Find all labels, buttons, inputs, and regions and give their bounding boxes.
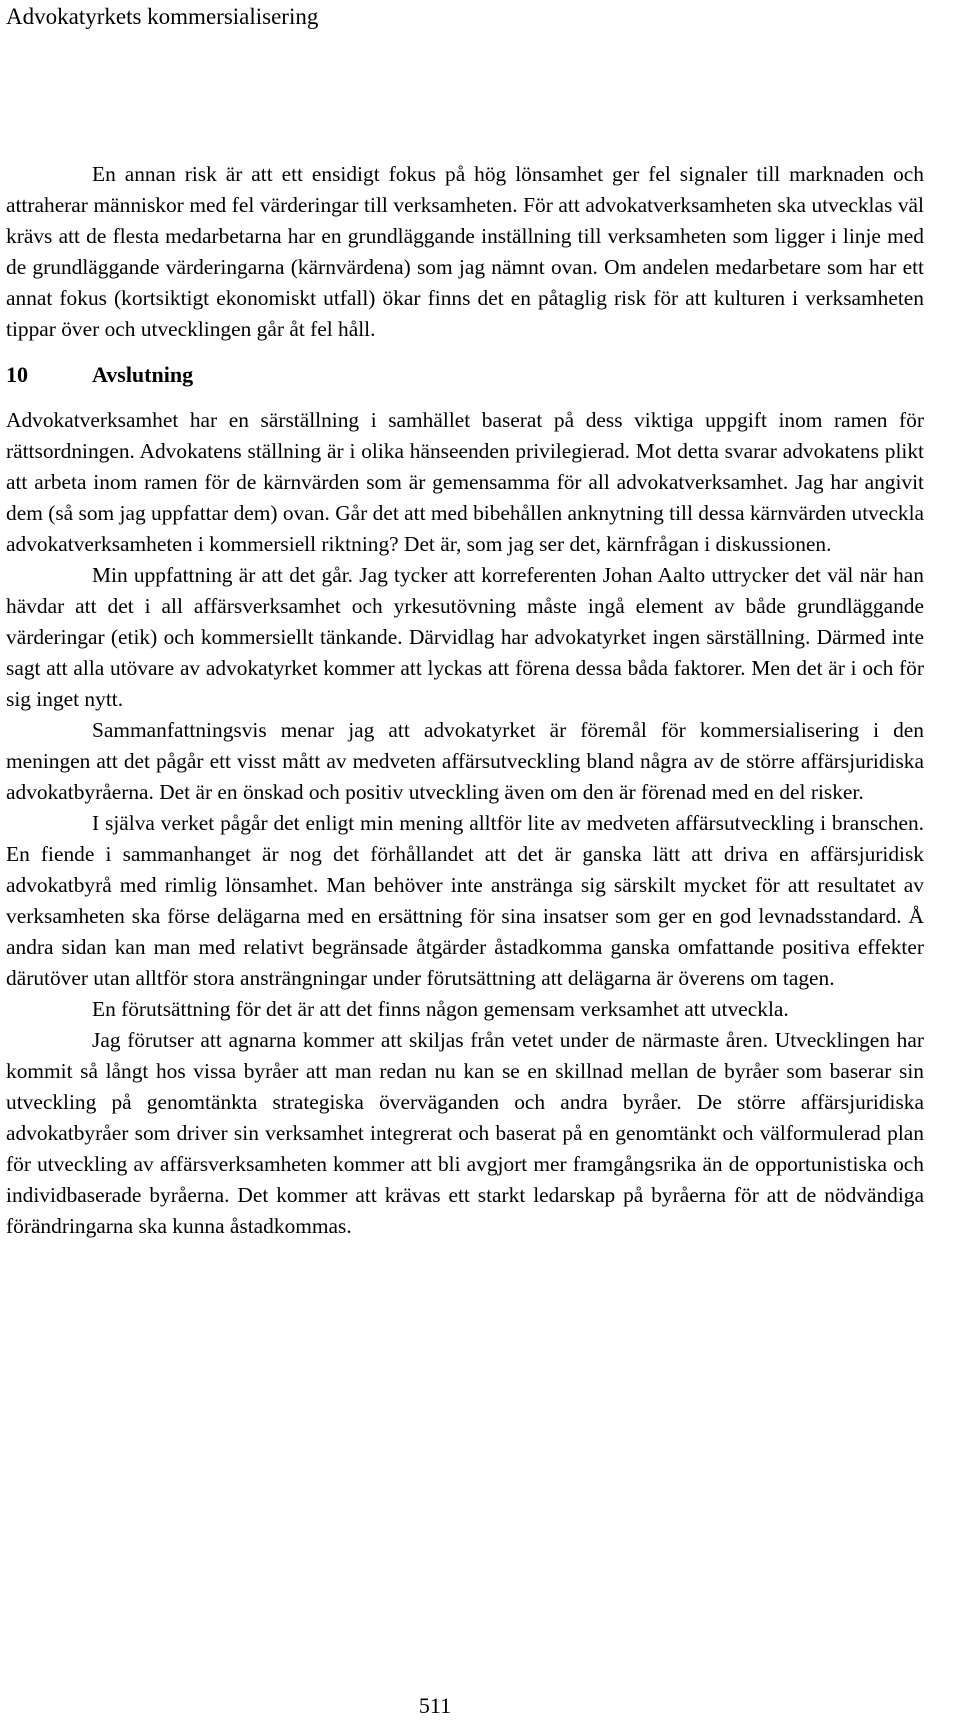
running-header: Advokatyrkets kommersialisering: [6, 4, 319, 29]
paragraph: En förutsättning för det är att det finns någon gemensam verksamhet att utveckla.: [92, 997, 789, 1021]
section-title: Avslutning: [92, 362, 194, 387]
paragraph: Min uppfattning är att det går. Jag tycker att korreferenten Johan Aalto uttrycker det väl när han hävdar att det i all affärsverksamhet och yrkesutövning måste ingå element av både grundläggande värderingar (etik) och kommersiellt tänkande. Därvidlag har advokatyrket ingen särställning. Därmed inte sagt att alla utövare av advokatyrket kommer att lyckas att förena dessa båda faktorer. Men det är i och för sig inget nytt.: [6, 563, 924, 711]
paragraph: Sammanfattningsvis menar jag att advokatyrket är föremål för kommersialisering i den meningen att det pågår ett visst mått av medveten affärsutveckling bland några av de större affärsjuridiska advokatbyråerna. Det är en önskad och positiv utveckling även om den är förenad med en del risker.: [6, 718, 924, 804]
section-number: 10: [6, 362, 28, 387]
page-number: 511: [418, 1693, 452, 1718]
paragraph: I själva verket pågår det enligt min mening alltför lite av medveten affärsutveckling i branschen. En fiende i sammanhanget är nog det förhållandet att det är ganska lätt att driva en affärsjuridisk advokatbyrå med rimlig lönsamhet. Man behöver inte anstränga sig särskilt mycket för att resultatet av verksamheten ska förse delägarna med en ersättning för sina insatser som ger en god levnadsstandard. Å andra sidan kan man med relativt begränsade åtgärder åstadkomma ganska omfattande positiva effekter därutöver utan alltför stora ansträngningar under förutsättning att delägarna är överens om tagen.: [6, 811, 924, 990]
paragraph: Jag förutser att agnarna kommer att skiljas från vetet under de närmaste åren. Utvecklingen har kommit så långt hos vissa byråer att man redan nu kan se en skillnad mellan de byråer som baserar sin utveckling på genomtänkta strategiska överväganden och andra byråer. De större affärsjuridiska advokatbyråer som driver sin verksamhet integrerat och baserat på en genomtänkt och välformulerad plan för utveckling av affärsverksamheten kommer att bli avgjort mer framgångsrika än de opportunistiska och individbaserade byråerna. Det kommer att krävas ett starkt ledarskap på byråerna för att de nödvändiga förändringarna ska kunna åstadkommas.: [6, 1028, 924, 1238]
section-heading: [6, 359, 924, 391]
document-body: [6, 159, 924, 1242]
intro-paragraph: En annan risk är att ett ensidigt fokus på hög lönsamhet ger fel signaler till marknaden och attraherar människor med fel värderingar till verksamheten. För att advokatverksamheten ska utvecklas väl krävs att de flesta medarbetarna har en grundläggande inställning till verksamheten som ligger i linje med de grundläggande värderingarna (kärnvärdena) som jag nämnt ovan. Om andelen medarbetare som har ett annat fokus (kortsiktigt ekonomiskt utfall) ökar finns det en påtaglig risk för att kulturen i verksamheten tippar över och utvecklingen går åt fel håll.: [6, 162, 924, 341]
paragraph: Advokatverksamhet har en särställning i samhället baserat på dess viktiga uppgift inom ramen för rättsordningen. Advokatens ställning är i olika hänseenden privilegierad. Mot detta svarar advokatens plikt att arbeta inom ramen för de kärnvärden som är gemensamma för all advokatverksamhet. Jag har angivit dem (så som jag uppfattar dem) ovan. Går det att med bibehållen anknytning till dessa kärnvärden utveckla advokatverksamheten i kommersiell riktning? Det är, som jag ser det, kärnfrågan i diskussionen.: [6, 408, 924, 556]
